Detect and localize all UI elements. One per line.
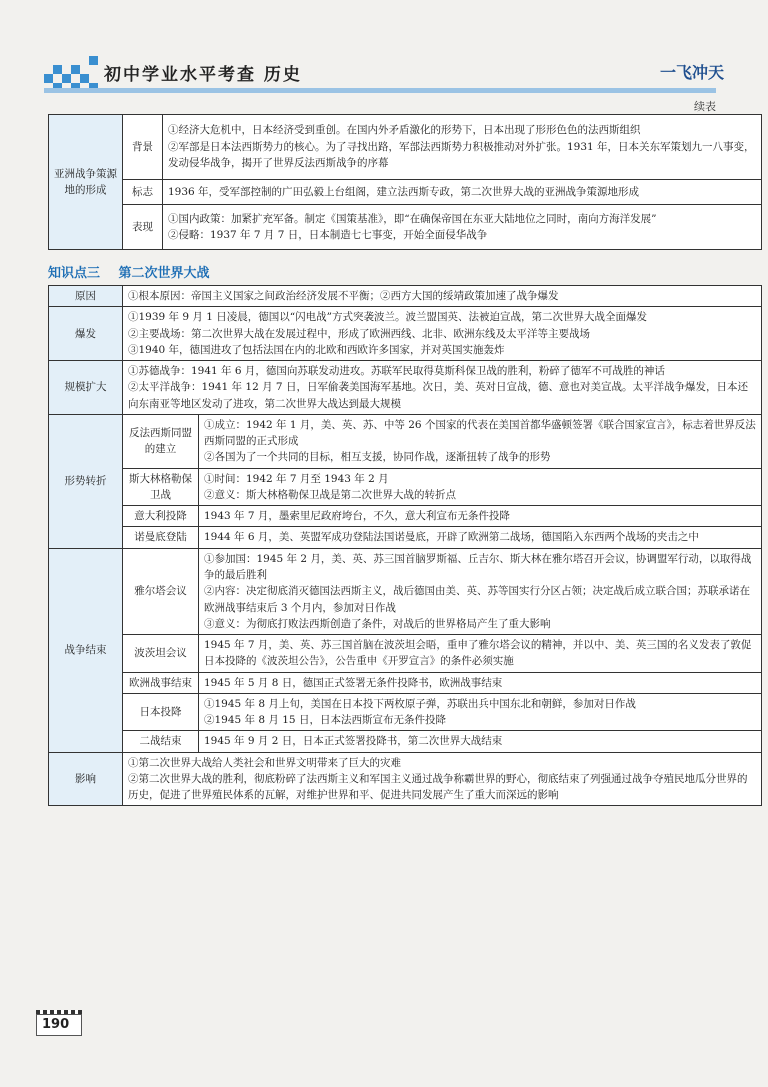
cell-content: ①第二次世界大战给人类社会和世界文明带来了巨大的灾难 ②第二次世界大战的胜利，彻底粉碎了法西斯主义和军国主义通过战争称霸世界的野心，彻底结束了列强通过战争夺殖民地瓜分世界的历史，促进了世界殖民体系的瓦解，对维护世界和平、促进共同发展产生了重大而深远的影响 xyxy=(123,752,762,806)
cell-content: 1936 年，受军部控制的广田弘毅上台组阁，建立法西斯专政，第二次世界大战的亚洲战争策源地形成 xyxy=(163,179,762,204)
section-title: 第二次世界大战 xyxy=(118,266,210,281)
sub-label: 波茨坦会议 xyxy=(123,635,199,673)
row-label: 原因 xyxy=(49,286,123,307)
row-label: 爆发 xyxy=(49,307,123,361)
continued-table xyxy=(48,114,762,250)
cell-content: ①国内政策：加紧扩充军备。制定《国策基准》，即“在确保帝国在东亚大陆地位之同时，南向方海洋发展” ②侵略：1937 年 7 月 7 日，日本制造七七事变，开始全面侵华战争 xyxy=(163,204,762,249)
cell-content: 1945 年 5 月 8 日，德国正式签署无条件投降书，欧洲战事结束 xyxy=(199,672,762,693)
header-bar xyxy=(44,88,716,93)
cell-label: 背景 xyxy=(123,115,163,180)
cell-content: ①经济大危机中，日本经济受到重创。在国内外矛盾激化的形势下，日本出现了形形色色的法西斯组织 ②军部是日本法西斯势力的核心。为了寻找出路，军部法西斯势力积极推动对外扩张。1931 年，日本关东军策划九一八事变，发动侵华战争，揭开了世界反法西斯战争的序幕 xyxy=(163,115,762,180)
cell-content: ①参加国：1945 年 2 月，美、英、苏三国首脑罗斯福、丘吉尔、斯大林在雅尔塔召开会议，协调盟军行动，以取得战争的最后胜利 ②内容：决定彻底消灭德国法西斯主义，战后德国由美、英、苏等国实行分区占领；决定战后成立联合国；苏联承诺在欧洲战事结束后 3 个月内，参加对日作战 ③意义：为彻底打败法西斯创造了条件，对战后的世界格局产生了重大影响 xyxy=(199,548,762,634)
row-label: 规模扩大 xyxy=(49,361,123,415)
cell-label: 标志 xyxy=(123,179,163,204)
book-title: 初中学业水平考查 历史 xyxy=(104,65,302,85)
continued-label: 续表 xyxy=(694,100,716,113)
cell-content: ①根本原因：帝国主义国家之间政治经济发展不平衡；②西方大国的绥靖政策加速了战争爆发 xyxy=(123,286,762,307)
sub-label: 反法西斯同盟的建立 xyxy=(123,414,199,468)
page-number: 190 xyxy=(42,1017,70,1032)
sub-label: 日本投降 xyxy=(123,693,199,731)
page-number-badge xyxy=(36,1010,82,1036)
brand-logo: 一飞冲天 xyxy=(660,63,725,82)
cell-content: 1945 年 9 月 2 日，日本正式签署投降书，第二次世界大战结束 xyxy=(199,731,762,752)
cell-content: 1945 年 7 月，美、英、苏三国首脑在波茨坦会晤，重申了雅尔塔会议的精神，并以中、美、英三国的名义发表了敦促日本投降的《波茨坦公告》，公告重申《开罗宣言》的条件必须实施 xyxy=(199,635,762,673)
sub-label: 雅尔塔会议 xyxy=(123,548,199,634)
cell-content: 1943 年 7 月，墨索里尼政府垮台，不久，意大利宣布无条件投降 xyxy=(199,506,762,527)
sub-label: 二战结束 xyxy=(123,731,199,752)
row-label: 形势转折 xyxy=(49,414,123,548)
checker-logo-icon xyxy=(44,54,100,92)
cell-content: ①1939 年 9 月 1 日凌晨，德国以“闪电战”方式突袭波兰。波兰盟国英、法被迫宣战，第二次世界大战全面爆发 ②主要战场：第二次世界大战在发展过程中，形成了欧洲西线、北非、欧洲东线及太平洋等主要战场 ③1940 年，德国进攻了包括法国在内的北欧和西欧许多国家，并对英国实施轰炸 xyxy=(123,307,762,361)
sub-label: 意大利投降 xyxy=(123,506,199,527)
cell-content: ①成立：1942 年 1 月，美、英、苏、中等 26 个国家的代表在美国首都华盛顿签署《联合国家宣言》，标志着世界反法西斯同盟的正式形成 ②各国为了一个共同的目标，相互支援，协同作战，逐渐扭转了战争的形势 xyxy=(199,414,762,468)
cell-content: ①时间：1942 年 7 月至 1943 年 2 月 ②意义：斯大林格勒保卫战是第二次世界大战的转折点 xyxy=(199,468,762,506)
sub-label: 欧洲战事结束 xyxy=(123,672,199,693)
row-label: 影响 xyxy=(49,752,123,806)
ww2-table xyxy=(48,285,762,806)
page-header xyxy=(0,52,768,94)
cell-content: 1944 年 6 月，美、英盟军成功登陆法国诺曼底，开辟了欧洲第二战场，德国陷入东西两个战场的夹击之中 xyxy=(199,527,762,548)
section-heading xyxy=(48,262,224,281)
sub-label: 诺曼底登陆 xyxy=(123,527,199,548)
section-number: 知识点三 xyxy=(48,266,101,281)
row-label: 战争结束 xyxy=(49,548,123,752)
cell-content: ①苏德战争：1941 年 6 月，德国向苏联发动进攻。苏联军民取得莫斯科保卫战的胜利，粉碎了德军不可战胜的神话 ②太平洋战争：1941 年 12 月 7 日，日军偷袭美国海军基地。次日，美、英对日宣战，德、意也对美宣战。太平洋战争爆发，日本还向东南亚等地区发动了进攻，第二次世界大战达到最大规模 xyxy=(123,361,762,415)
cell-label: 表现 xyxy=(123,204,163,249)
cell-content: ①1945 年 8 月上旬，美国在日本投下两枚原子弹，苏联出兵中国东北和朝鲜，参加对日作战 ②1945 年 8 月 15 日，日本法西斯宣布无条件投降 xyxy=(199,693,762,731)
sub-label: 斯大林格勒保卫战 xyxy=(123,468,199,506)
row-label-war-source: 亚洲战争策源地的形成 xyxy=(49,115,123,250)
